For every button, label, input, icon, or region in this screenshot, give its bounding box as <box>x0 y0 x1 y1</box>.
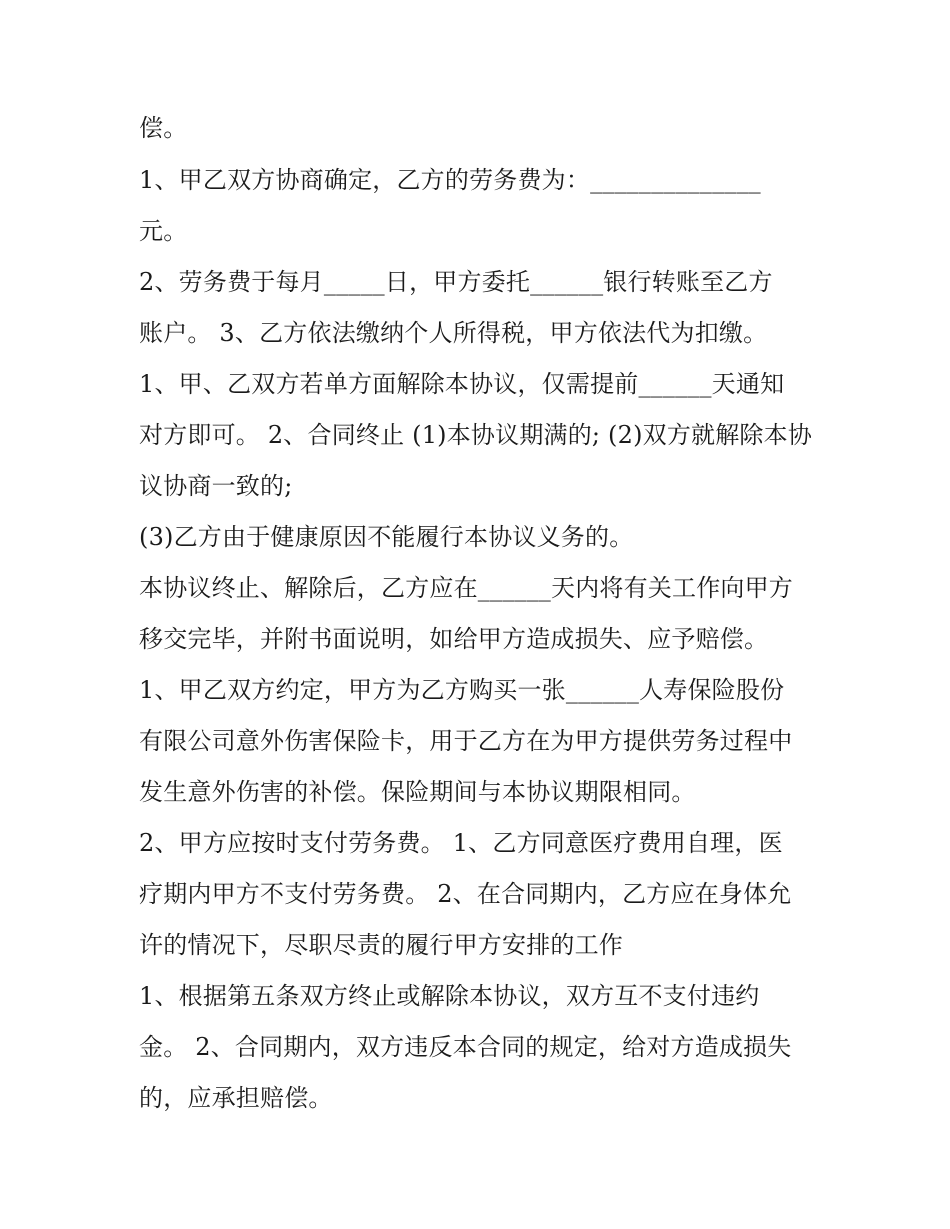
text-line: 疗期内甲方不支付劳务费。 2、在合同期内，乙方应在身体允 <box>139 880 792 908</box>
text-line: 1、甲乙双方约定，甲方为乙方购买一张______人寿保险股份 <box>139 676 785 704</box>
text-line: 1、甲、乙双方若单方面解除本协议，仅需提前______天通知 <box>139 370 785 398</box>
text-line: 账户。 3、乙方依法缴纳个人所得税，甲方依法代为扣缴。 <box>139 319 768 347</box>
text-line: 1、根据第五条双方终止或解除本协议，双方互不支付违约 <box>139 982 760 1010</box>
text-line: 元。 <box>139 217 188 245</box>
text-line: 2、甲方应按时支付劳务费。 1、乙方同意医疗费用自理，医 <box>139 829 783 857</box>
text-line: (3)乙方由于健康原因不能履行本协议义务的。 <box>139 523 634 551</box>
text-line: 金。 2、合同期内，双方违反本合同的规定，给对方造成损失 <box>139 1033 792 1061</box>
text-line: 对方即可。 2、合同终止 (1)本协议期满的; (2)双方就解除本协 <box>139 421 813 449</box>
text-line: 本协议终止、解除后，乙方应在______天内将有关工作向甲方 <box>139 574 793 602</box>
text-line: 的，应承担赔偿。 <box>139 1084 333 1112</box>
text-line: 2、劳务费于每月_____日，甲方委托______银行转账至乙方 <box>139 268 773 296</box>
text-line: 移交完毕，并附书面说明，如给甲方造成损失、应予赔偿。 <box>139 625 769 653</box>
text-line: 议协商一致的; <box>139 472 293 500</box>
text-line: 许的情况下，尽职尽责的履行甲方安排的工作 <box>139 931 623 959</box>
text-line: 1、甲乙双方协商确定，乙方的劳务费为：______________ <box>139 166 761 194</box>
text-line: 偿。 <box>139 114 188 142</box>
text-line: 有限公司意外伤害保险卡，用于乙方在为甲方提供劳务过程中 <box>139 727 793 755</box>
text-line: 发生意外伤害的补偿。保险期间与本协议期限相同。 <box>139 778 696 806</box>
